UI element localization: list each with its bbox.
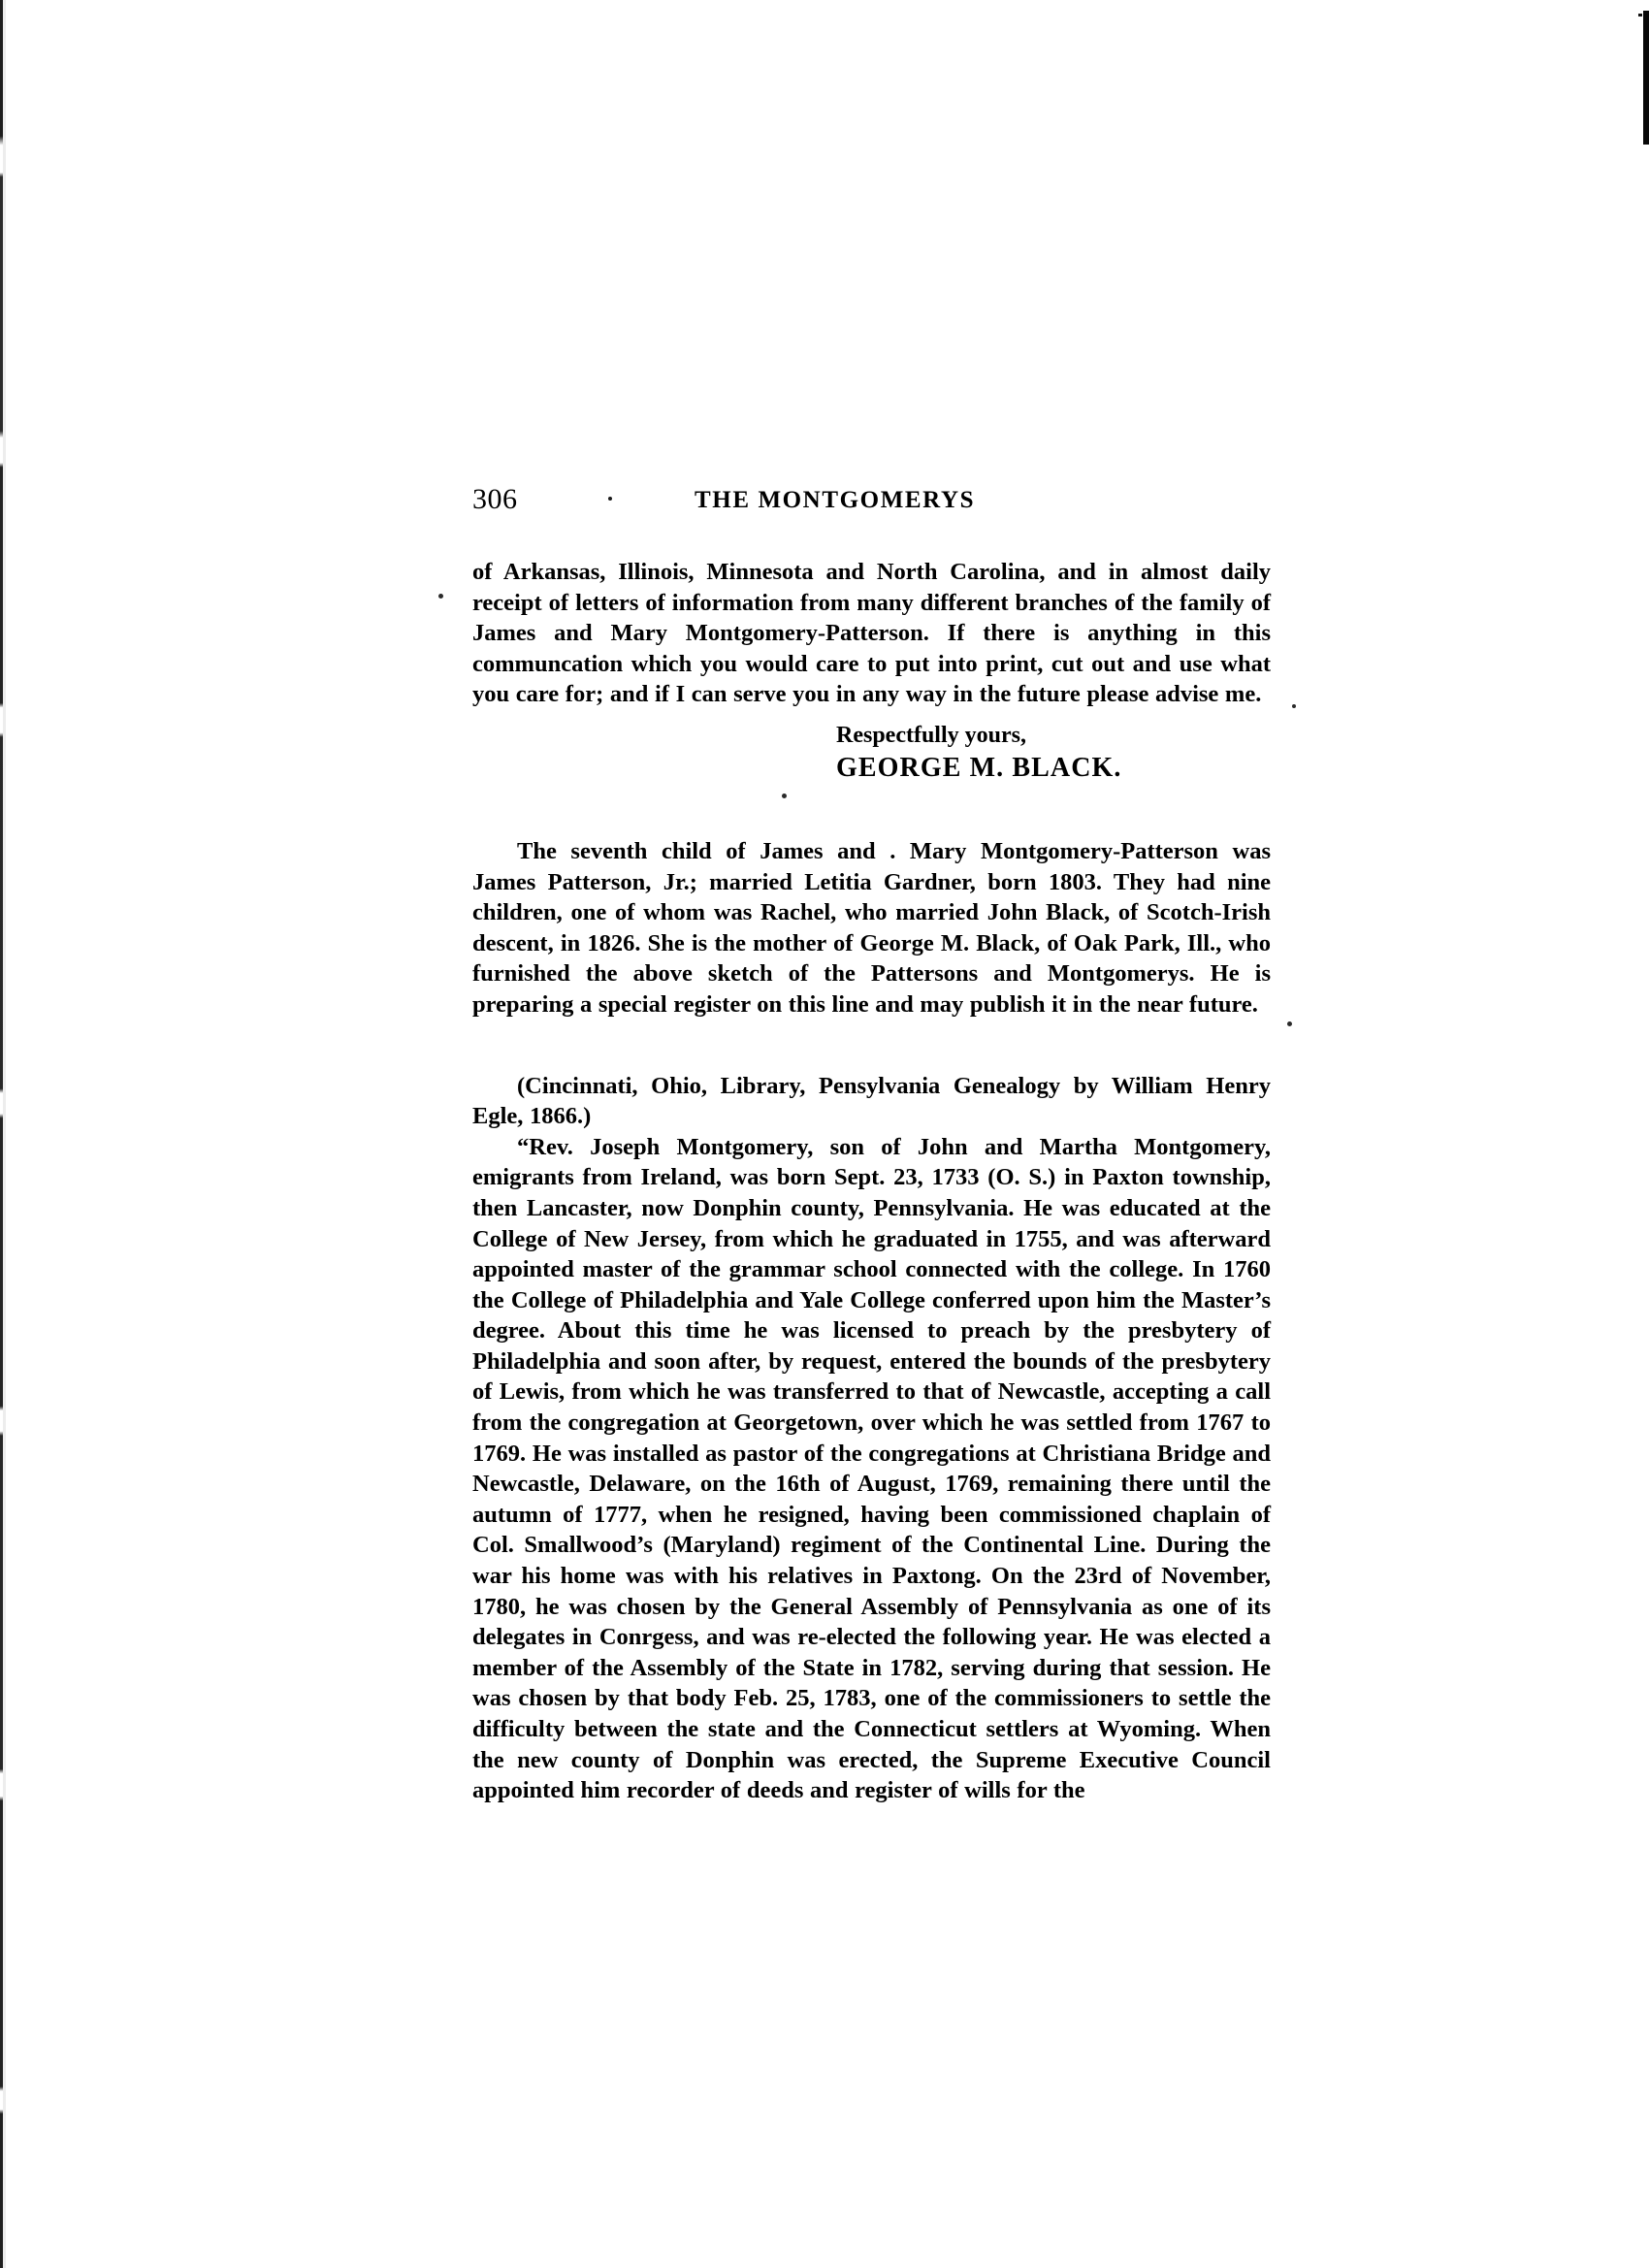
- scan-speck-icon: [1292, 704, 1296, 708]
- letter-signature-name: GEORGE M. BLACK.: [836, 752, 1122, 783]
- scan-speck-icon: [782, 794, 787, 798]
- scan-speck-icon: [438, 594, 443, 599]
- source-citation-paragraph: (Cincinnati, Ohio, Library, Pensylvania Genealogy by William Henry Egle, 1866.): [472, 1072, 1271, 1130]
- page-text-column: [472, 483, 1271, 1806]
- scan-edge-artifact-right: [1643, 11, 1649, 145]
- letter-body-paragraph: of Arkansas, Illinois, Minnesota and North Carolina, and in almost daily receipt of letters of information from many different branches of the family of James and Mary Montgomery-Patterson. If there is anything in this communcation which you would care to put into print, cut out and use what you care for; and if I can serve you in any way in the future please advise me.: [472, 559, 1271, 708]
- running-head-title: THE MONTGOMERYS: [695, 487, 976, 513]
- montgomery-biography-paragraph: “Rev. Joseph Montgomery, son of John and Martha Montgomery, emigrants from Ireland, was born Sept. 23, 1733 (O. S.) in Paxton township, then Lancaster, now Donphin county, Pennsylvania. He was educated at the College of New Jersey, from which he graduated in 1755, and was afterward appointed master of the grammar school connected with the college. In 1760 the College of Philadelphia and Yale College conferred upon him the Master’s degree. About this time he was licensed to preach by the presbytery of Philadelphia and soon after, by request, entered the bounds of the presbytery of Lewis, from which he was transferred to that of Newcastle, accepting a call from the congregation at Georgetown, over which he was settled from 1767 to 1769. He was installed as pastor of the congregations at Christiana Bridge and Newcastle, Delaware, on the 16th of August, 1769, remaining there until the autumn of 1777, when he resigned, having been commissioned chaplain of Col. Smallwood’s (Maryland) regiment of the Continental Line. During the war his home was with his relatives in Paxtong. On the 23rd of November, 1780, he was chosen by the General Assembly of Pennsylvania as one of its delegates in Conrgess, and was re-elected the following year. He was elected a member of the Assembly of the State in 1782, serving during that session. He was chosen by that body Feb. 25, 1783, one of the commissioners to settle the difficulty between the state and the Connecticut settlers at Wyoming. When the new county of Donphin was erected, the Supreme Executive Council appointed him recorder of deeds and register of wills for the: [472, 1133, 1271, 1804]
- scan-speck-icon: [1638, 14, 1642, 16]
- header-dot-icon: [608, 497, 612, 501]
- section-spacer: [472, 786, 1271, 836]
- letter-closing: Respectfully yours,: [836, 722, 1026, 748]
- scan-speck-icon: [1287, 1021, 1292, 1026]
- scan-edge-artifact-left-soft: [3, 0, 6, 2268]
- letter-signature-block: [472, 720, 1271, 786]
- page-header: [472, 483, 1271, 522]
- page-number: 306: [472, 483, 518, 515]
- patterson-note-paragraph: The seventh child of James and . Mary Montgomery-Patterson was James Patterson, Jr.; married Letitia Gardner, born 1803. They had nine children, one of whom was Rachel, who married John Black, of Scotch-Irish descent, in 1826. She is the mother of George M. Black, of Oak Park, Ill., who furnished the above sketch of the Pattersons and Montgomerys. He is preparing a special register on this line and may publish it in the near future.: [472, 837, 1271, 1018]
- section-spacer: [472, 1021, 1271, 1071]
